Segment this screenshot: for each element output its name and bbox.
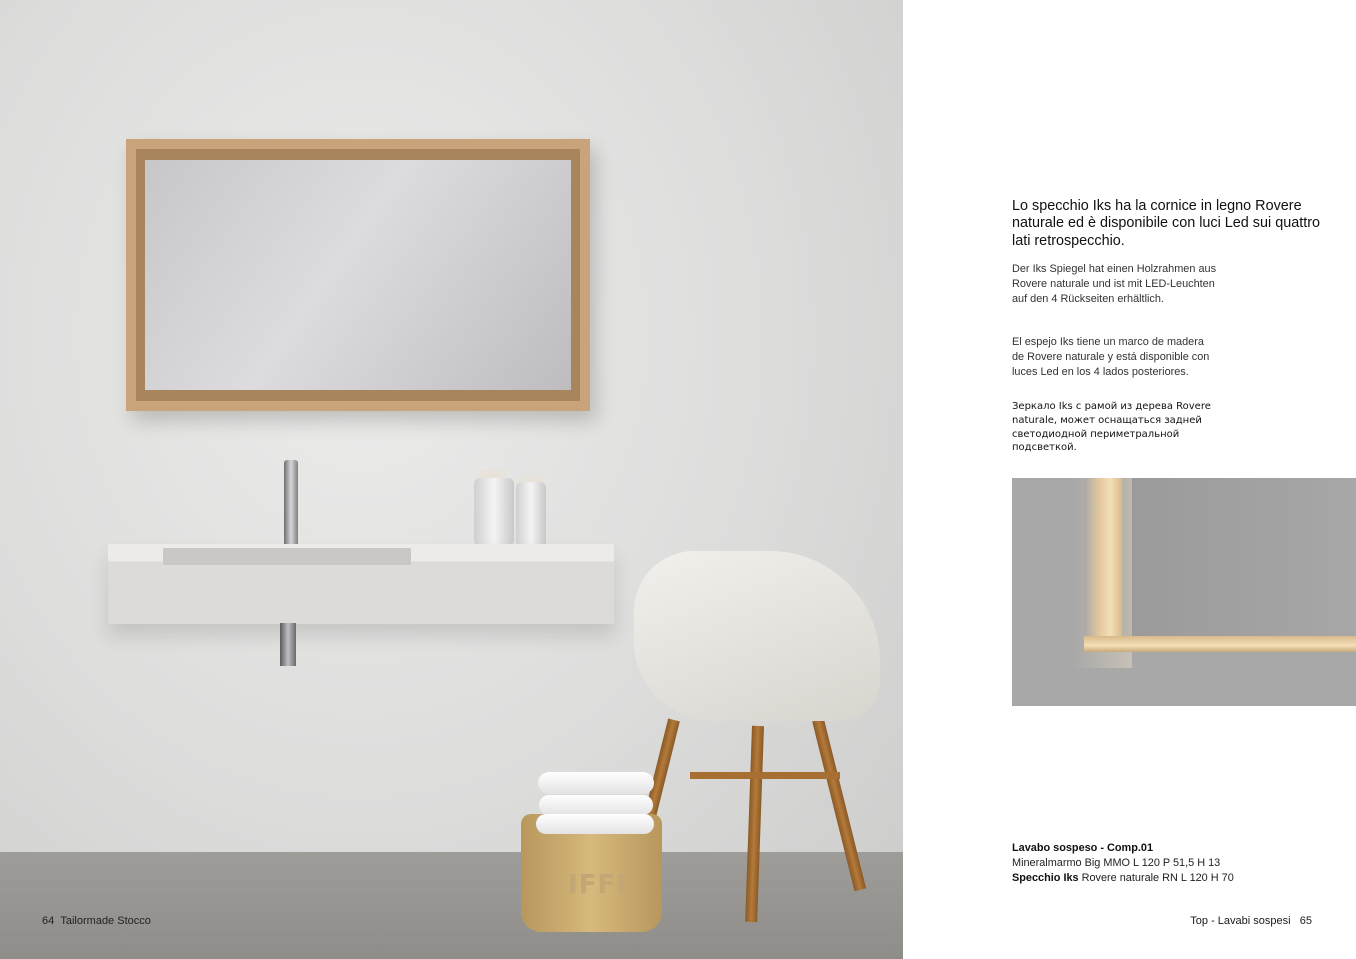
chair-shell [634, 551, 880, 721]
spec-line-3-value: Rovere naturale RN L 120 H 70 [1078, 872, 1234, 884]
folded-towel [536, 814, 654, 834]
mirror-glass [145, 160, 571, 390]
headline: Lo specchio Iks ha la cornice in legno Rovere naturale ed è disponibile con luci Led sui quattro lati retrospecchio. [1012, 198, 1321, 249]
folded-towel [538, 772, 654, 794]
drain-pipe [280, 623, 296, 666]
glass-bottle [474, 478, 514, 546]
left-folio [42, 915, 151, 927]
right-page-number: 65 [1299, 915, 1312, 927]
left-page-number: 64 [42, 915, 55, 927]
spec-line-2: Mineralmarmo Big MMO L 120 P 51,5 H 13 [1012, 857, 1221, 869]
spec-line-1: Lavabo sospeso - Comp.01 [1012, 842, 1154, 854]
left-section-title: Tailormade Stocco [60, 915, 151, 927]
paragraph-spanish: El espejo Iks tiene un marco de madera de Rovere naturale y está disponible con luces Led en los 4 lados posteriores. [1012, 336, 1210, 378]
paragraph-german: Der Iks Spiegel hat einen Holzrahmen aus Rovere naturale und ist mit LED-Leuchten auf den 4 Rückseiten erhältlich. [1012, 263, 1217, 305]
detail-mirror-glass [1122, 478, 1356, 636]
chair-rail [690, 772, 840, 779]
right-section-title: Top - Lavabi sospesi [1190, 915, 1291, 927]
detail-frame-horizontal [1084, 636, 1356, 652]
spec-line-3-label: Specchio Iks [1012, 872, 1079, 884]
product-spec [1012, 841, 1234, 886]
floor [0, 852, 903, 959]
paragraph-russian: Зеркало Iks с рамой из дерева Rovere naturale, может оснащаться задней светодиодной периметральной подсветкой. [1012, 401, 1211, 454]
detail-frame-vertical [1084, 478, 1122, 648]
folded-towel [539, 795, 653, 815]
basket-lettering: IFFI [568, 870, 627, 900]
glass-bottle [516, 482, 546, 548]
faucet [284, 460, 298, 546]
basin-bowl [163, 548, 411, 565]
right-folio [1190, 915, 1312, 927]
mirror-detail-photo [1012, 478, 1356, 706]
